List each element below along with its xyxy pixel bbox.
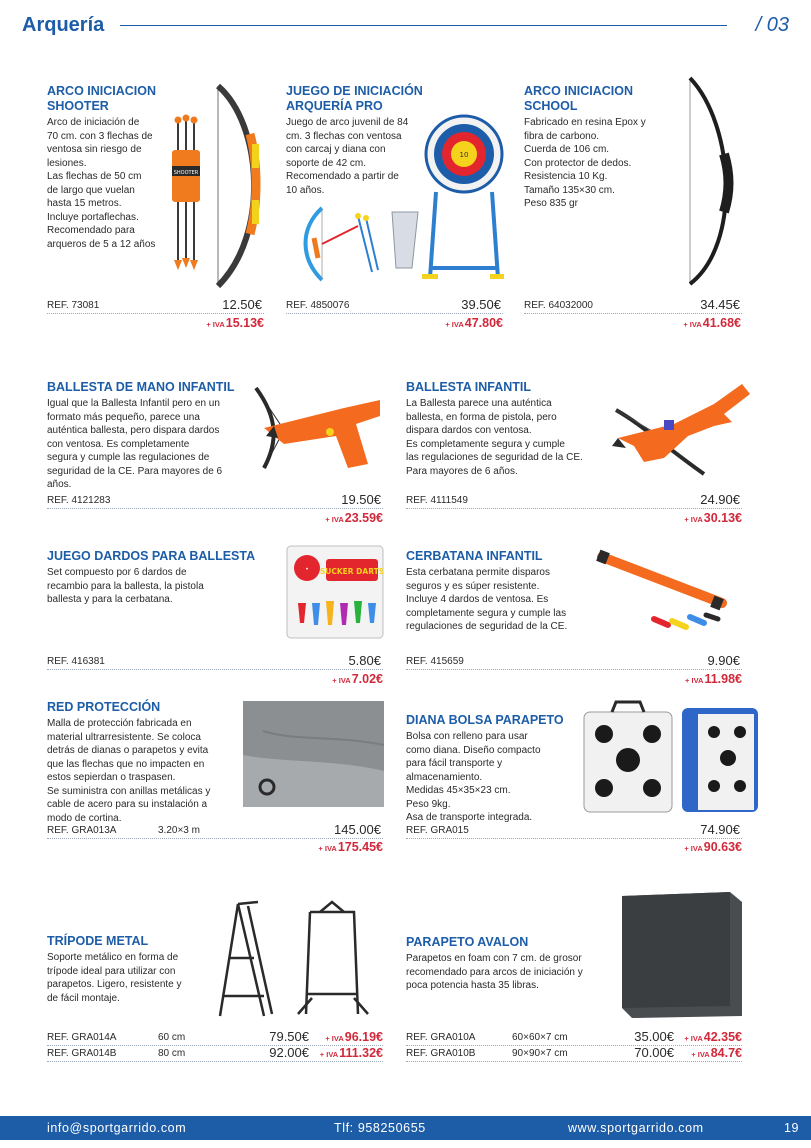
price-line (47, 1029, 383, 1046)
product-title: JUEGO DE INICIACIÓN ARQUERÍA PRO (286, 84, 423, 113)
product-tripode (47, 934, 207, 1005)
page-header (0, 0, 811, 50)
footer-page-number: 19 (784, 1121, 800, 1135)
product-title: PARAPETO AVALON (406, 935, 529, 949)
product-parapeto-avalon (406, 935, 612, 993)
product-price: 39.50€ (461, 297, 501, 312)
svg-text:SHOOTER: SHOOTER (173, 170, 199, 176)
product-ref: REF. 4111549 (406, 495, 468, 506)
product-title: BALLESTA DE MANO INFANTIL (47, 380, 235, 394)
product-price: 34.45€ (700, 297, 740, 312)
product-description: Igual que la Ballesta Infantil pero en un formato más pequeño, parece una auténtica ballesta, pero dispara dardos con ventosa. Es completamente segura y cumple las regulaciones de seguridad de la CE. Para mayores de 6 años. (47, 398, 223, 490)
product-shooter (47, 84, 165, 251)
price-with-vat: + IVA47.80€ (445, 316, 503, 330)
product-size: 3.20×3 m (158, 825, 200, 836)
price-with-vat: + IVA42.35€ (684, 1030, 742, 1044)
tripod-image (208, 898, 388, 1020)
product-red-proteccion (47, 700, 243, 825)
price-with-vat: + IVA41.68€ (683, 316, 741, 330)
product-price: 5.80€ (348, 653, 381, 668)
price-line (406, 492, 742, 509)
page-section-number: / 03 (755, 14, 789, 36)
price-line (47, 492, 383, 509)
product-title: CERBATANA INFANTIL (406, 549, 543, 563)
price-line (47, 297, 264, 314)
footer-phone[interactable]: Tlf: 958250655 (334, 1121, 426, 1135)
price-line (47, 1045, 383, 1062)
product-price: 12.50€ (222, 297, 262, 312)
product-size: 60 cm (158, 1032, 186, 1043)
product-size: 60×60×7 cm (512, 1032, 568, 1043)
svg-text:10: 10 (459, 151, 469, 159)
product-title: DIANA BOLSA PARAPETO (406, 713, 564, 727)
product-description: Esta cerbatana permite disparos seguros y es súper resistente. Incluye 4 dardos de ventosa. Es completamente segura y cumple las regulaciones de seguridad de la CE. (406, 567, 568, 632)
price-with-vat: + IVA15.13€ (206, 316, 264, 330)
price-with-vat: + IVA111.32€ (319, 1046, 383, 1060)
product-price: 9.90€ (707, 653, 740, 668)
product-ref: REF. 4121283 (47, 495, 111, 506)
product-title: JUEGO DARDOS PARA BALLESTA (47, 549, 256, 563)
product-description: Juego de arco juvenil de 84 cm. 3 flechas con ventosa con carcaj y diana con soporte de 42 cm. Recomendado a partir de 10 años. (286, 117, 409, 196)
svg-text:•: • (305, 566, 309, 573)
product-price: 24.90€ (700, 492, 740, 507)
product-title: ARCO INICIACION SCHOOL (524, 84, 634, 113)
price-with-vat: + IVA23.59€ (325, 511, 383, 525)
product-ref: REF. 416381 (47, 656, 105, 667)
product-description: Parapetos en foam con 7 cm. de grosor recomendado para arcos de iniciación y poca potencia hasta 35 libras. (406, 953, 583, 991)
target-bag-image (578, 698, 764, 814)
svg-text:SUCKER DARTS: SUCKER DARTS (319, 567, 384, 576)
product-ref: REF. 64032000 (524, 300, 593, 311)
product-ref: REF. GRA013A (47, 825, 117, 836)
sucker-darts-image (286, 545, 384, 639)
product-title: TRÍPODE METAL (47, 934, 149, 948)
price-with-vat: + IVA90.63€ (684, 840, 742, 854)
crossbow-image (604, 380, 754, 476)
price-with-vat: + IVA30.13€ (684, 511, 742, 525)
product-price: 19.50€ (341, 492, 381, 507)
product-ref: REF. GRA015 (406, 825, 469, 836)
product-description: Malla de protección fabricada en material ultrarresistente. Se coloca detrás de dianas o parapetos y evita que las flechas que no impacten en estos sepierdan o traspasen. Se suministra con anillas metálicas y cable de acero para su instalación a modo de cortina. (47, 718, 211, 824)
product-ref: REF. GRA014B (47, 1048, 117, 1059)
protection-net-image (243, 701, 384, 807)
school-bow-image (672, 74, 752, 288)
archery-set-image (292, 108, 504, 288)
price-line (406, 1045, 742, 1062)
product-cerbatana (406, 549, 606, 634)
product-description: Bolsa con relleno para usar como diana. Diseño compacto para fácil transporte y almacenamiento. Medidas 45×35×23 cm. Peso 9kg. Asa de transporte integrada. (406, 731, 541, 823)
price-line (47, 653, 383, 670)
product-description: Set compuesto por 6 dardos de recambio para la ballesta, la pistola ballesta y para la cerbatana. (47, 567, 204, 605)
price-line (406, 1029, 742, 1046)
price-line (406, 653, 742, 670)
product-ref: REF. GRA014A (47, 1032, 117, 1043)
product-description: La Ballesta parece una auténtica ballesta, en forma de pistola, pero dispara dardos con ventosa. Es completamente segura y cumple las regulaciones de seguridad de la CE. Para mayores de 6 años. (406, 398, 583, 477)
product-dardos (47, 549, 267, 607)
price-with-vat: + IVA11.98€ (685, 672, 742, 686)
price-with-vat: + IVA84.7€ (691, 1046, 742, 1060)
price-with-vat: + IVA96.19€ (325, 1030, 383, 1044)
price-line (524, 297, 742, 314)
header-rule (120, 25, 727, 26)
product-ballesta-mano (47, 380, 247, 492)
footer-email[interactable]: info@sportgarrido.com (47, 1121, 187, 1135)
product-school (524, 84, 664, 211)
product-title: ARCO INICIACION SHOOTER (47, 84, 157, 113)
blowgun-image (594, 545, 734, 639)
product-ref: REF. GRA010A (406, 1032, 476, 1043)
product-price: 145.00€ (334, 822, 381, 837)
footer-website[interactable]: www.sportgarrido.com (568, 1121, 704, 1135)
product-price: 35.00€ (634, 1029, 674, 1044)
product-diana-bolsa (406, 713, 578, 825)
price-line (286, 297, 503, 314)
product-price: 74.90€ (700, 822, 740, 837)
price-with-vat: + IVA7.02€ (332, 672, 383, 686)
product-ref: REF. GRA010B (406, 1048, 476, 1059)
product-price: 70.00€ (634, 1045, 674, 1060)
product-ref: REF. 4850076 (286, 300, 350, 311)
section-title: Arquería (22, 14, 105, 36)
product-description: Fabricado en resina Epox y fibra de carbono. Cuerda de 106 cm. Con protector de dedos. Resistencia 10 Kg. Tamaño 135×30 cm. Peso 835 gr (524, 117, 646, 209)
foam-target-image (618, 890, 744, 1020)
shooter-bow-image (166, 84, 278, 290)
product-ref: REF. 73081 (47, 300, 100, 311)
product-title: RED PROTECCIÓN (47, 700, 161, 714)
page-footer (0, 1116, 811, 1140)
price-line (47, 822, 383, 839)
hand-crossbow-image (244, 378, 386, 474)
price-with-vat: + IVA175.45€ (318, 840, 383, 854)
product-description: Soporte metálico en forma de trípode ideal para utilizar con parapetos. Ligero, resistente y de fácil montaje. (47, 952, 182, 1004)
product-description: Arco de iniciación de 70 cm. con 3 flechas de ventosa sin riesgo de lesiones. Las flechas de 50 cm de largo que vuelan hasta 15 metros. Incluye portaflechas. Recomendado para arqueros de 5 a 12 años (47, 117, 156, 250)
product-ref: REF. 415659 (406, 656, 464, 667)
product-title: BALLESTA INFANTIL (406, 380, 531, 394)
product-price: 79.50€ (269, 1029, 309, 1044)
product-ballesta-infantil (406, 380, 606, 478)
product-size: 80 cm (158, 1048, 186, 1059)
product-price: 92.00€ (269, 1045, 309, 1060)
price-line (406, 822, 742, 839)
product-size: 90×90×7 cm (512, 1048, 568, 1059)
